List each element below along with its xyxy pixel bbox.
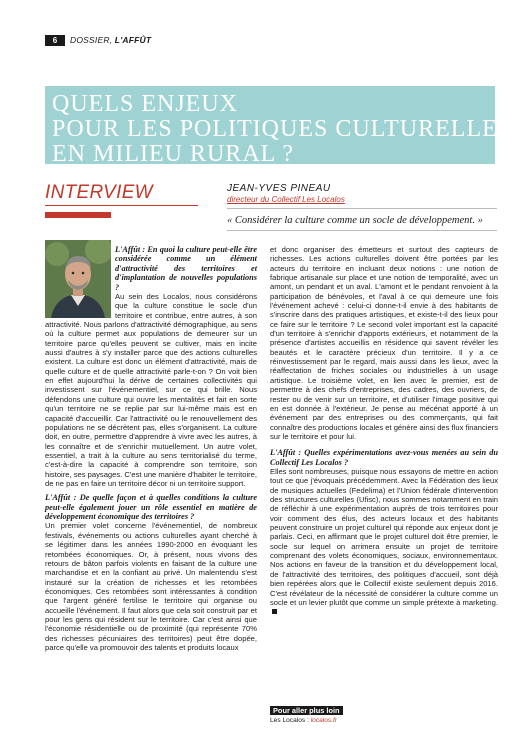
- further-reading-link[interactable]: localos.fr: [310, 717, 338, 724]
- question: L'Affût : En quoi la culture peut-elle être considérée comme un élément d'attractivité des territoires et d'implantation de nouvelles populations ?: [115, 245, 257, 292]
- article-title: [52, 92, 512, 167]
- divider: [227, 230, 497, 231]
- further-reading-label: Les Localos :: [270, 717, 309, 724]
- answer: et donc organiser des émetteurs et surtout des capteurs de richesses. Les actions culturelles doivent être portées par les acteurs du territoire en incluant deux notions : une notion de fabrique artisanale sur place et une notion de temporalité, avec un amont, un pendant et un aval. L'amont et le pendant renvoient à la participation de bénévoles, et l'aval à ce qui demeure une fois l'événement achevé : celui-ci donne-t-il envie à des habitants de s'inscrire dans des pratiques artistiques, et existe-t-il des lieux pour ce faire sur le territoire ? Le second volet important est la capacité d'un territoire à s'enrichir d'apports extérieurs, et notamment de la présence d'artistes accueillis en résidence qui savent révéler les beautés et le caractère précieux d'un territoire. Il y a ce réinvestissement par le regard, mais aussi dans les lieux, avec la réaffectation de friches sociales ou industrielles à un usage artistique. Le troisième volet, en lien avec le premier, est de permettre à des chefs d'entreprises, des cadres, des ouvriers, de rester ou de venir sur un territoire, et d'utiliser l'image positive qui en est donnée à l'extérieur. Je pense au mécénat apporté à un événement par des entreprises ou des commerçants, qui fait connaître des productions locales et génère ainsi des flux financiers sur le territoire et pour lui.: [270, 245, 498, 441]
- author-role: directeur du Collectif Les Localos: [227, 195, 345, 204]
- further-reading-line: [270, 717, 337, 725]
- section-label: [70, 35, 151, 46]
- author-name: JEAN-YVES PINEAU: [227, 183, 331, 194]
- question: L'Affût : De quelle façon et à quelles conditions la culture peut-elle également jouer un rôle essentiel en matière de développement économique des territoires ?: [45, 493, 257, 522]
- title-line: EN MILIEU RURAL ?: [52, 141, 295, 167]
- column-left: [45, 245, 257, 652]
- column-right: [270, 245, 498, 617]
- further-reading-heading: Pour aller plus loin: [270, 706, 343, 715]
- page-number: 6: [45, 35, 65, 46]
- answer: Au sein des Localos, nous considérons que la culture constitue le socle d'un territoire et contribue, entre autres, à son attractivité. Nous parlons d'attractivité démographique, au sens où la culture permet aux populations de demeurer sur un territoire parce qu'elles peuvent se cultiver, mais en incite aussi d'autres à s'y installer parce que des actions culturelles existent. La culture est donc un élément d'attractivité, mais de quelle culture et de quelle attractivité parle-t-on ? On voit bien en effet aujourd'hui la dérive de certaines collectivités qui investissent sur l'événementiel, sur ce qui brille. Nous défendons une culture qui ouvre les mentalités et fait en sorte qu'un territoire ne se replie par sur lui-même mais est en capacité d'accueillir. Car l'attractivité ou le renouvellement des populations ne se décrètent pas, elles s'organisent. La culture doit, en outre, permettre d'apprendre à vivre avec les autres, à les connaître et de s'enrichir mutuellement. Un autre volet, essentiel, a trait à la culture au sens territorialisé du terme, c'est-à-dire la capacité à comprendre son territoire, son histoire, ses paysages. C'est une manière d'habiter le territoire, de ne pas en faire un territoire décor ni un territoire support.: [45, 292, 257, 488]
- interview-rule: [45, 205, 198, 206]
- pull-quote: « Considérer la culture comme un socle de développement. »: [227, 215, 483, 226]
- answer-text: Elles sont nombreuses, puisque nous essayons de mettre en action tout ce que j'évoquais précédemment. Avec la Fédération des lieux de musiques actuelles (Fedelima) et l'Union fédérale d'intervention des structures culturelles (Ufisc), nous sommes notamment en train de réfléchir à une expérimentation auprès de trois territoires pour voir comment des élus, des acteurs locaux et des habitants peuvent construire un projet culturel qui réponde aux enjeux dont je parlais. Ceci, en affirmant que le projet culturel doit être premier, le socle sur lequel on arrimera ensuite un projet de territoire comprenant des volets économiques, sociaux, environnementaux. Nos actions en faveur de la transition et du développement local, de l'attractivité des territoires, des politiques d'accueil, sont déjà bien repérées alors que le Collectif existe seulement depuis 2016. C'est révélateur de la nécessité de considérer la culture comme un socle et un levier plutôt que comme un simple prétexte à marketing.: [270, 467, 498, 607]
- answer: Un premier volet concerne l'événementiel, de nombreux festivals, événements ou actions culturelles ayant cherché à se légitimer dans les années 1990-2000 en évoquant les retombées économiques. Or, à présent, nous vivons des retours de bâton parfois violents en faisant de la culture une marchandise et en la confiant au privé. Un malentendu s'est instauré sur la création de richesses et les retombées économiques. Ces retombées sont intéressantes à condition que l'argent généré fertilise le territoire qui organise ou accueille l'événement. Il faut alors que cela soit construit par et pour les gens qui résident sur le territoire. Car c'est ainsi que l'économie résidentielle ou de proximité (qui représente 70% des richesses pécuniaires des territoires) peut être dopée, parce qu'elle va promouvoir des talents et produits locaux: [45, 521, 257, 652]
- divider: [227, 208, 497, 209]
- title-line: POUR LES POLITIQUES CULTURELLES: [52, 116, 513, 142]
- subsection-name: L'AFFÛT: [114, 35, 152, 45]
- end-mark-icon: [272, 609, 277, 614]
- question: L'Affût : Quelles expérimentations avez-vous menées au sein du Collectif Les Localos ?: [270, 448, 498, 467]
- title-line: QUELS ENJEUX: [52, 91, 238, 117]
- section-name: DOSSIER,: [70, 35, 113, 45]
- answer: [270, 467, 498, 617]
- photo-spacer: [45, 245, 115, 319]
- interview-accent-bar: [45, 212, 111, 218]
- interview-label: INTERVIEW: [45, 182, 153, 203]
